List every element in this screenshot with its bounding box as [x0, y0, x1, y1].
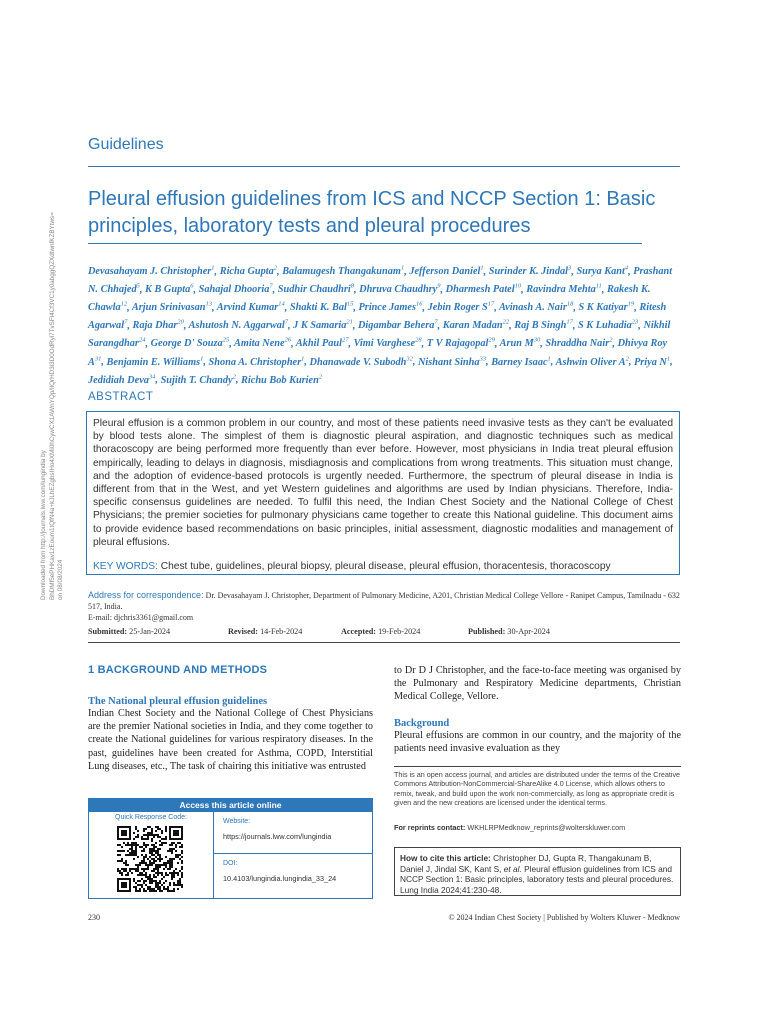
access-heading: Access this article online: [89, 799, 372, 812]
author-affiliation-mark: 27: [341, 337, 349, 345]
author-affiliation-mark: 2: [318, 373, 323, 381]
author-affiliation-mark: 31: [94, 355, 102, 363]
cite-text-a: Christopher DJ, Gupta R, Thangakunam B, Daniel J, Jindal SK, Kant S,: [400, 853, 652, 874]
doi-block: [213, 854, 372, 898]
author-name: Barney Isaac$^1$: [491, 355, 551, 368]
author-name: George D' Souza$^{25}$: [150, 337, 230, 350]
author-name: Karan Madan$^{22}$: [442, 319, 510, 332]
author-affiliation-mark: 22: [502, 319, 510, 327]
author-affiliation-mark: 21: [346, 319, 353, 327]
author-affiliation-mark: 1: [301, 355, 305, 363]
author-affiliation-mark: 2: [273, 265, 278, 272]
author-affiliation-mark: 14: [278, 301, 285, 309]
author-name: Nikhil Sarangdhar$^{24}$: [88, 320, 671, 350]
author-affiliation-mark: 32: [406, 355, 413, 363]
keywords-label: KEY WORDS:: [93, 561, 158, 573]
correspondence-address: Dr. Devasahayam J. Christopher, Department of Pulmonary Medicine, A201, Christian Medical College Vellore - Ranipet Campus, Tamilnadu - 632 517, India.: [88, 591, 680, 611]
abstract-text: Pleural effusion is a common problem in our country, and most of these patients need invasive tests as they can't be evaluated by blood tests alone. The simplest of them is diagnostic pleural aspiration, and diagnostic techniques such as medical thoracoscopy are being performed more frequently than ever before. However, most physicians in India treat pleural effusion empirically, leading to delays in diagnosis, misdiagnosis and complications from wrong treatments. This situation must change, and the adoption of evidence-based protocols is urgently needed. Furthermore, the spectrum of pleural disease in India is different from that in the West, and yet Western guidelines and algorithms are used by Indian physicians. Therefore, India-specific consensus guidelines are needed. To fulfil this need, the Indian Chest Society and the National College of Chest Physicians; the premier societies for pulmonary physicians came together to create this National guideline. This document aims to provide evidence based recommendations on basic principles, initial assessment, diagnostic modalities and management of pleural effusions.: [93, 418, 673, 548]
author-affiliation-mark: 24: [138, 337, 146, 345]
author-name: Rakesh K. Chawla$^{12}$: [88, 284, 651, 314]
body-paragraph-left: Indian Chest Society and the National College of Chest Physicians are the premier National societies in India, and they come together to create the National guidelines for various respiratory diseases. In the past, guidelines have been created for Asthma, COPD, Interstitial Lung diseases, etc., The task of chairing this initiative was entrusted: [88, 708, 373, 772]
author-affiliation-mark: 33: [479, 355, 487, 363]
author-name: Jebin Roger $S^{17}$: [427, 301, 495, 314]
author-affiliation-mark: 7: [124, 319, 128, 327]
author-affiliation-mark: 34: [148, 373, 156, 381]
body-paragraph-right-2: Pleural effusions are common in our country, and the majority of the patients need invasive evaluation as they: [394, 729, 681, 754]
section-heading: 1 BACKGROUND AND METHODS: [88, 664, 268, 676]
author-name: Prince James$^{16}$: [358, 301, 423, 314]
keywords-text: Chest tube, guidelines, pleural biopsy, pleural disease, pleural effusion, thoracentesis, thoracoscopy: [160, 561, 611, 573]
author-name: Surinder K. Jindal$^3$: [488, 265, 572, 278]
author-name: Sudhir Chaudhri$^8$: [277, 283, 354, 296]
correspondence-email[interactable]: E-mail: djchris3361@gmail.com: [88, 613, 194, 622]
author-affiliation-mark: 17: [487, 301, 495, 309]
author-name: Raja Dhar$^{20}$: [132, 319, 184, 332]
title-divider: [88, 243, 642, 244]
published-date: Published: 30-Apr-2024: [468, 627, 550, 636]
license-divider: [394, 766, 681, 767]
author-affiliation-mark: 16: [416, 301, 423, 309]
author-affiliation-mark: 1: [666, 355, 671, 363]
cite-label: How to cite this article:: [400, 853, 491, 863]
author-name: Priya $N^1$: [633, 355, 671, 368]
author-affiliation-mark: 3: [568, 265, 572, 272]
author-name: Jedidiah Deva$^{34}$: [88, 373, 156, 386]
page-number: 230: [88, 913, 100, 922]
author-name: Dharmesh Patel$^{10}$: [445, 283, 522, 296]
author-name: Shakti K. Bal$^{15}$: [289, 301, 354, 314]
author-affiliation-mark: 1: [547, 355, 551, 363]
author-affiliation-mark: 10: [514, 283, 522, 291]
author-affiliation-mark: 13: [205, 301, 212, 309]
author-affiliation-mark: 2: [625, 355, 629, 363]
cite-etal: et al.: [503, 863, 522, 874]
author-affiliation-mark: 25: [222, 337, 230, 345]
author-name: Sujith T. Chandy$^2$: [160, 373, 236, 386]
body-paragraph-right-1: to Dr D J Christopher, and the face-to-face meeting was organised by the Pulmonary and Respiratory Medicine departments, Christian Medical College, Vellore.: [394, 665, 681, 703]
author-name: Jefferson Daniel$^1$: [409, 265, 484, 278]
author-affiliation-mark: 6: [190, 283, 194, 291]
left-column: [88, 664, 373, 773]
author-name: Richu Bob Kurien$^2$: [241, 373, 323, 386]
author-name: K B Gupta$^6$: [145, 283, 194, 296]
reprints-label: For reprints contact:: [394, 823, 466, 832]
author-name: Benjamin E. Williams$^1$: [106, 355, 204, 368]
cite-text-b: Pleural effusion guidelines from ICS and NCCP Section 1: Basic principles, laboratory tests and pleural procedures. Lung India 2024;41:230-48.: [400, 863, 674, 895]
author-affiliation-mark: 17: [566, 319, 573, 327]
author-affiliation-mark: 15: [346, 301, 354, 309]
author-affiliation-mark: 23: [631, 319, 639, 327]
right-column: [394, 664, 681, 755]
author-name: Nishant Sinha$^{33}$: [418, 355, 487, 368]
author-affiliation-mark: 8: [350, 283, 354, 291]
section-label: Guidelines: [88, 136, 164, 153]
author-name: Akhil Paul$^{27}$: [295, 337, 349, 350]
author-name: Arvind Kumar$^{14}$: [216, 301, 285, 314]
article-title: Pleural effusion guidelines from ICS and NCCP Section 1: Basic principles, laboratory tests and pleural procedures: [88, 188, 656, 237]
author-affiliation-mark: 19: [627, 301, 635, 309]
website-label: Website:: [223, 818, 251, 825]
author-affiliation-mark: 1: [480, 265, 484, 272]
info-cell: [213, 812, 372, 898]
author-name: Ravindra Mehta$^{11}$: [526, 283, 602, 296]
author-name: Dhruva Chaudhry$^9$: [359, 283, 441, 296]
download-watermark-note: Downloaded from http://journals.lww.com/lungindia by BhDMf5ePHKav1zEoum1tQfN4a+kJLhEZgbsIHo4XMi0hCywCX1AWnYQp/IlQrHD3i3D0OdRyi7TvSFl4Cf3VC1y0abggQZXdtwnfKZBYtws= on 08/08/2024: [40, 212, 64, 600]
top-divider: [88, 166, 680, 167]
author-name: S K Katiyar$^{19}$: [578, 301, 635, 314]
author-affiliation-mark: 20: [177, 319, 184, 327]
author-affiliation-mark: 26: [284, 337, 292, 345]
author-affiliation-mark: 30: [533, 337, 541, 345]
doi-label: DOI:: [223, 860, 238, 867]
author-affiliation-mark: 2: [609, 337, 613, 345]
author-affiliation-mark: 11: [595, 283, 602, 291]
author-affiliation-mark: 29: [488, 337, 495, 345]
access-article-box: [88, 798, 373, 899]
reprints-email[interactable]: WKHLRPMedknow_reprints@wolterskluwer.com: [467, 823, 626, 832]
subsection-heading-guidelines: The National pleural effusion guidelines: [88, 696, 268, 707]
author-affiliation-mark: 1: [211, 265, 215, 272]
website-link[interactable]: https://journals.lww.com/lungindia: [223, 832, 332, 841]
author-name: Amita Nene$^{26}$: [233, 337, 292, 350]
author-list: Devasahayam J. Christopher$^1$, Richa Gupta$^2$, Balamugesh Thangakunam$^1$, Jefferson Daniel$^1$, Surinder K. Jindal$^3$, Surya Kant$^4$, Prashant N. Chhajed$^5$, K B Gupta$^6$, Sahajal Dhooria$^7$, Sudhir Chaudhri$^8$, Dhruva Chaudhry$^9$, Dharmesh Patel$^{10}$, Ravindra Mehta$^{11}$, Rakesh K. Chawla$^{12}$, Arjun Srinivasan$^{13}$, Arvind Kumar$^{14}$, Shakti K. Bal$^{15}$, Prince James$^{16}$, Jebin Roger $S^{17}$, Avinash A. Nair$^{18}$, S K Katiyar$^{19}$, Ritesh Agarwal$^7$, Raja Dhar$^{20}$, Ashutosh N. Aggarwal$^7$, J K Samaria$^{21}$, Digambar Behera$^7$, Karan Madan$^{22}$, Raj B Singh$^{17}$, S K Luhadia$^{23}$, Nikhil Sarangdhar$^{24}$, George D' Souza$^{25}$, Amita Nene$^{26}$, Akhil Paul$^{27}$, Vimi Varghese$^{28}$, T V Rajagopal$^{29}$, Arun $M^{30}$, Shraddha Nair$^2$, Dhivya Roy $A^{31}$, Benjamin E. Williams$^1$, Shona A. Christopher$^1$, Dhanawade V. Subodh$^{32}$, Nishant Sinha$^{33}$, Barney Isaac$^1$, Ashwin Oliver $A^2$, Priya $N^1$, Jedidiah Deva$^{34}$, Sujith T. Chandy$^2$, Richu Bob Kurien$^2$: [88, 265, 673, 386]
author-affiliation-mark: 7: [434, 319, 438, 327]
author-name: J K Samaria$^{21}$: [293, 319, 353, 332]
author-name: Ashutosh N. Aggarwal$^7$: [188, 319, 288, 332]
revised-date: Revised: 14-Feb-2024: [228, 627, 303, 636]
author-name: Arun $M^{30}$: [499, 337, 541, 350]
author-affiliation-mark: 7: [269, 283, 273, 291]
submitted-date: Submitted: 25-Jan-2024: [88, 627, 171, 636]
doi-link[interactable]: 10.4103/lungindia.lungindia_33_24: [223, 874, 337, 883]
abstract-heading: ABSTRACT: [88, 391, 154, 403]
subsection-heading-background: Background: [394, 717, 450, 729]
author-affiliation-mark: 18: [566, 301, 574, 309]
dates-divider: [88, 642, 680, 643]
author-name: Avinash A. Nair$^{18}$: [499, 301, 574, 314]
author-name: Sahajal Dhooria$^7$: [198, 283, 273, 296]
author-name: Devasahayam J. Christopher$^1$: [88, 265, 215, 278]
author-name: Ritesh Agarwal$^7$: [88, 302, 667, 332]
author-affiliation-mark: 28: [415, 337, 422, 345]
author-affiliation-mark: 12: [120, 301, 128, 309]
copyright-footer: © 2024 Indian Chest Society | Published by Wolters Kluwer - Medknow: [448, 913, 680, 922]
author-name: Dhanawade V. Subodh$^{32}$: [309, 355, 413, 368]
qr-cell: [89, 812, 214, 898]
qr-label: Quick Response Code:: [115, 814, 187, 821]
author-affiliation-mark: 2: [232, 373, 236, 381]
author-affiliation-mark: 5: [136, 283, 140, 291]
license-text: This is an open access journal, and articles are distributed under the terms of the Creative Commons Attribution-NonCommercial-ShareAlike 4.0 License, which allows others to remix, tweak, and build upon the work non-commercially, as long as appropriate credit is given and the new creations are licensed under the identical terms.: [394, 770, 681, 808]
author-name: Ashwin Oliver $A^2$: [555, 355, 629, 368]
author-name: S K Luhadia$^{23}$: [578, 319, 639, 332]
author-affiliation-mark: 9: [437, 283, 441, 291]
author-affiliation-mark: 4: [624, 265, 629, 272]
author-name: Prashant N. Chhajed$^5$: [88, 266, 673, 296]
author-name: Arjun Srinivasan$^{13}$: [131, 301, 212, 314]
reprints-contact: [394, 823, 681, 832]
author-name: Raj B Singh$^{17}$: [514, 319, 573, 332]
author-name: Dhivya Roy $A^{31}$: [88, 338, 668, 368]
qr-code-icon[interactable]: [117, 826, 183, 892]
author-name: Shraddha Nair$^2$: [545, 337, 613, 350]
author-name: Vimi Varghese$^{28}$: [353, 337, 422, 350]
author-name: Surya Kant$^4$: [576, 265, 629, 278]
author-name: Digambar Behera$^7$: [358, 319, 438, 332]
accepted-date: Accepted: 19-Feb-2024: [341, 627, 421, 636]
author-affiliation-mark: 1: [200, 355, 204, 363]
author-name: Richa Gupta$^2$: [219, 265, 278, 278]
author-name: Shona A. Christopher$^1$: [208, 355, 305, 368]
author-name: Balamugesh Thangakunam$^1$: [282, 265, 405, 278]
author-affiliation-mark: 1: [400, 265, 405, 272]
abstract-box: [86, 411, 680, 575]
correspondence-label: Address for correspondence:: [88, 590, 204, 600]
author-affiliation-mark: 7: [284, 319, 288, 327]
keywords: [93, 561, 673, 572]
how-to-cite-box: [394, 847, 681, 896]
correspondence: [88, 590, 680, 623]
author-name: T V Rajagopal$^{29}$: [426, 337, 495, 350]
website-block: [213, 812, 372, 854]
